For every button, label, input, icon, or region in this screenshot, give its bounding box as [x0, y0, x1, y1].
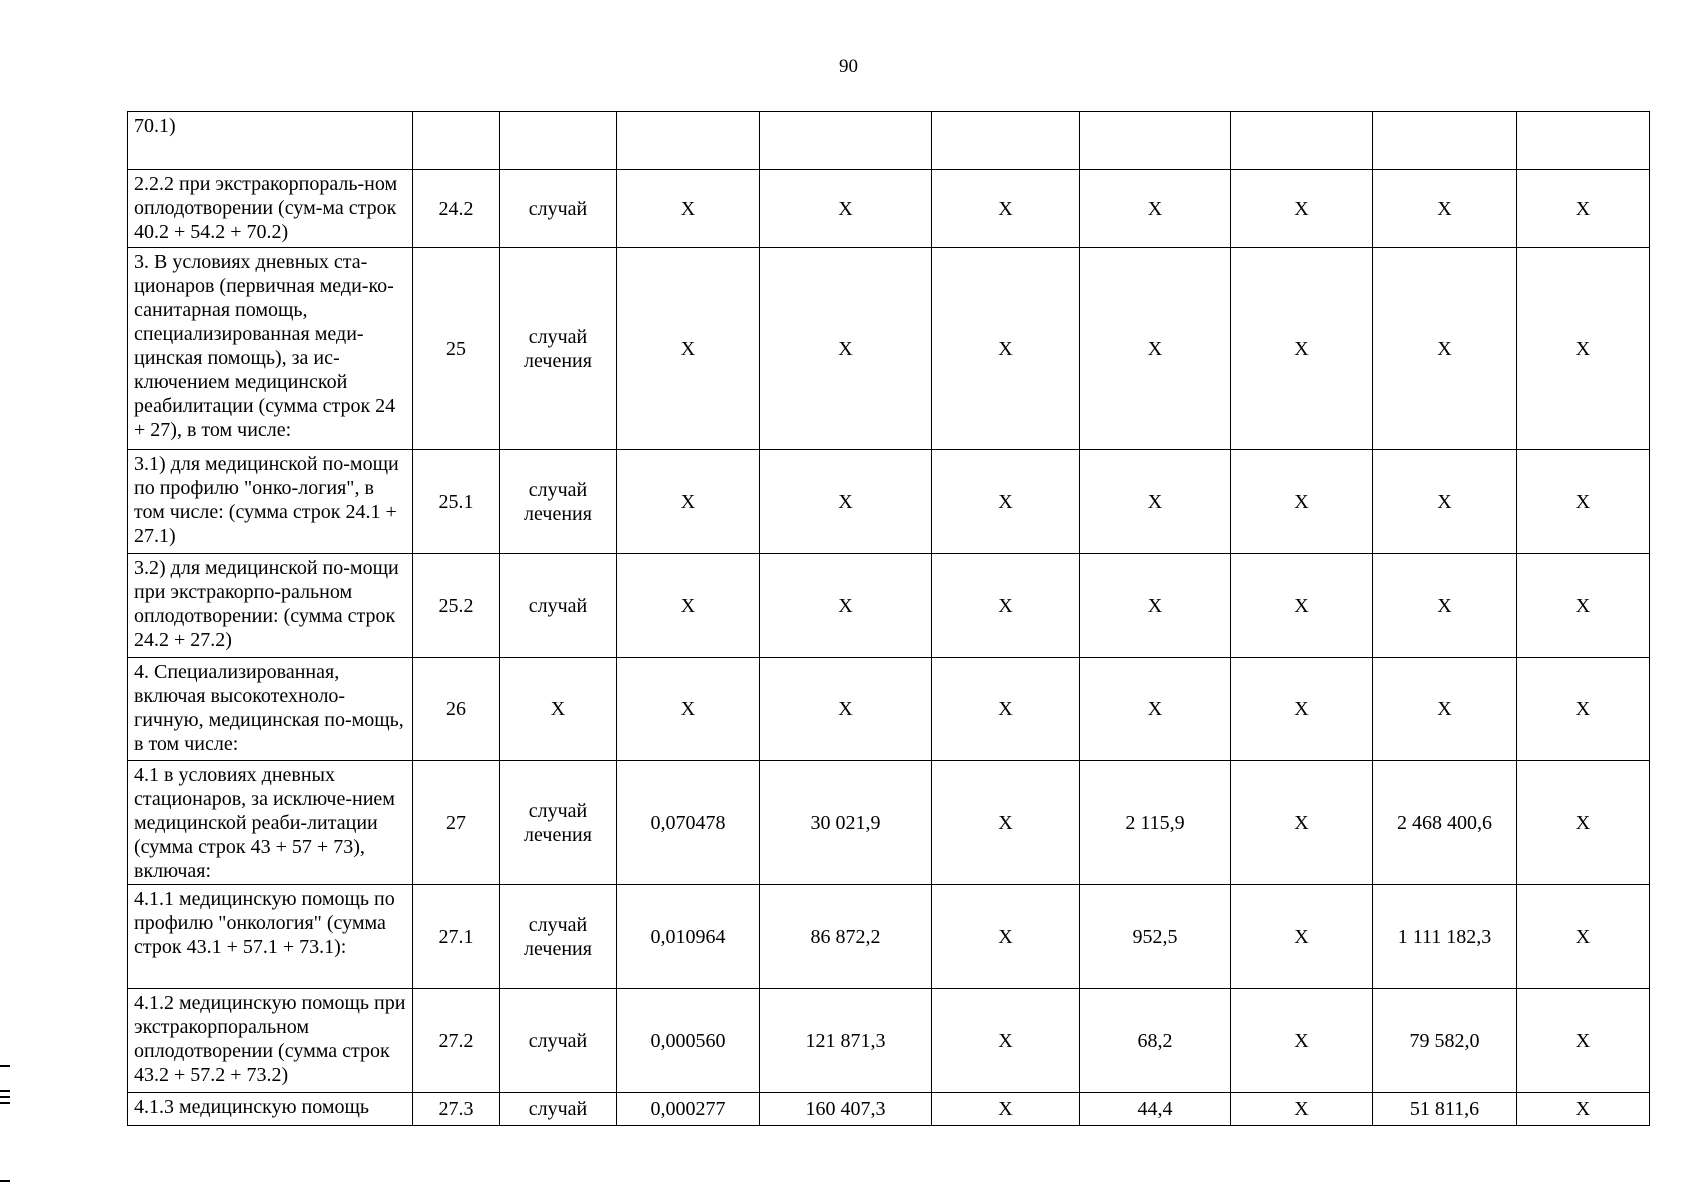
cell-name: 70.1): [128, 112, 413, 170]
cell-v3: [932, 112, 1080, 170]
cell-v3: X: [932, 450, 1080, 554]
cell-v6: 79 582,0: [1373, 989, 1517, 1093]
cell-v5: X: [1231, 1093, 1373, 1126]
cell-v7: X: [1517, 554, 1650, 658]
cell-v4: 952,5: [1080, 885, 1231, 989]
cell-v1: X: [617, 170, 760, 248]
cell-name: 3.1) для медицинской по-мощи по профилю "онко-логия", в том числе: (сумма строк 24.1 + 27.1): [128, 450, 413, 554]
cell-code: 27.1: [413, 885, 500, 989]
cell-v5: [1231, 112, 1373, 170]
cell-v1: 0,000277: [617, 1093, 760, 1126]
cell-code: 25: [413, 248, 500, 450]
cell-v7: X: [1517, 1093, 1650, 1126]
table-row: [128, 554, 1650, 658]
cell-v2: 30 021,9: [760, 761, 932, 885]
cell-v3: X: [932, 248, 1080, 450]
table-row: [128, 248, 1650, 450]
cell-v5: X: [1231, 248, 1373, 450]
cell-v4: 44,4: [1080, 1093, 1231, 1126]
cell-v5: X: [1231, 450, 1373, 554]
cell-v2: 121 871,3: [760, 989, 932, 1093]
cell-v1: X: [617, 248, 760, 450]
cell-code: 27.2: [413, 989, 500, 1093]
cell-v4: X: [1080, 248, 1231, 450]
cell-name: 4.1.2 медицинскую помощь при экстракорпоральном оплодотворении (сумма строк 43.2 + 57.2 + 73.2): [128, 989, 413, 1093]
cell-v3: X: [932, 170, 1080, 248]
cell-v4: 2 115,9: [1080, 761, 1231, 885]
cell-v6: X: [1373, 554, 1517, 658]
cell-v2: X: [760, 658, 932, 761]
cell-v7: X: [1517, 989, 1650, 1093]
cell-name: 4. Специализированная, включая высокотехноло-гичную, медицинская по-мощь, в том числе:: [128, 658, 413, 761]
cell-v4: [1080, 112, 1231, 170]
cell-v7: X: [1517, 885, 1650, 989]
cell-code: 25.2: [413, 554, 500, 658]
table-row: [128, 885, 1650, 989]
cell-v7: X: [1517, 248, 1650, 450]
cell-v2: [760, 112, 932, 170]
cell-v5: X: [1231, 761, 1373, 885]
cell-name: 3. В условиях дневных ста-ционаров (первичная меди-ко-санитарная помощь, специализированная меди-цинская помощь), за ис-ключением медицинской реабилитации (сумма строк 24 + 27), в том числе:: [128, 248, 413, 450]
table-row: [128, 1093, 1650, 1126]
cell-unit: случай лечения: [500, 248, 617, 450]
cell-unit: случай лечения: [500, 761, 617, 885]
cell-v1: X: [617, 554, 760, 658]
cell-v6: X: [1373, 450, 1517, 554]
cell-code: 27.3: [413, 1093, 500, 1126]
table-body: [128, 112, 1650, 1126]
cell-v5: X: [1231, 885, 1373, 989]
cell-code: 27: [413, 761, 500, 885]
cell-name: 4.1.3 медицинскую помощь: [128, 1093, 413, 1126]
table-row: [128, 170, 1650, 248]
cell-code: [413, 112, 500, 170]
cell-v2: 86 872,2: [760, 885, 932, 989]
cell-v6: [1373, 112, 1517, 170]
cell-v6: X: [1373, 248, 1517, 450]
cell-v5: X: [1231, 658, 1373, 761]
cell-unit: случай лечения: [500, 450, 617, 554]
table-row: [128, 450, 1650, 554]
cell-v1: 0,000560: [617, 989, 760, 1093]
cell-code: 25.1: [413, 450, 500, 554]
cell-v6: X: [1373, 658, 1517, 761]
cell-v2: X: [760, 554, 932, 658]
cell-unit: случай: [500, 170, 617, 248]
margin-mark: [0, 1102, 10, 1104]
table-row: [128, 112, 1650, 170]
cell-v6: 2 468 400,6: [1373, 761, 1517, 885]
cell-unit: [500, 112, 617, 170]
cell-v5: X: [1231, 989, 1373, 1093]
cell-code: 26: [413, 658, 500, 761]
cell-v1: X: [617, 658, 760, 761]
margin-mark: [0, 1090, 10, 1092]
cell-v7: [1517, 112, 1650, 170]
cell-v3: X: [932, 989, 1080, 1093]
margin-mark: [0, 1180, 10, 1182]
cell-v4: X: [1080, 658, 1231, 761]
cell-name: 3.2) для медицинской по-мощи при экстракорпо-ральном оплодотворении: (сумма строк 24.2 + 27.2): [128, 554, 413, 658]
cell-name: 2.2.2 при экстракорпораль-ном оплодотворении (сум-ма строк 40.2 + 54.2 + 70.2): [128, 170, 413, 248]
cell-v6: X: [1373, 170, 1517, 248]
cell-v2: X: [760, 248, 932, 450]
cell-unit: случай: [500, 554, 617, 658]
table-row: [128, 761, 1650, 885]
cell-v3: X: [932, 554, 1080, 658]
cell-v6: 1 111 182,3: [1373, 885, 1517, 989]
cell-v1: [617, 112, 760, 170]
margin-mark: [0, 1096, 10, 1098]
cell-v4: X: [1080, 170, 1231, 248]
table-row: [128, 658, 1650, 761]
cell-v6: 51 811,6: [1373, 1093, 1517, 1126]
cell-v4: X: [1080, 450, 1231, 554]
cell-v2: 160 407,3: [760, 1093, 932, 1126]
cell-v1: X: [617, 450, 760, 554]
cell-v4: 68,2: [1080, 989, 1231, 1093]
cell-v3: X: [932, 1093, 1080, 1126]
cell-v2: X: [760, 450, 932, 554]
table-row: [128, 989, 1650, 1093]
margin-mark: [0, 1065, 10, 1067]
cell-v3: X: [932, 885, 1080, 989]
cell-v3: X: [932, 761, 1080, 885]
page-number: 90: [839, 56, 858, 77]
cell-v7: X: [1517, 761, 1650, 885]
data-table: [127, 111, 1650, 1126]
cell-v3: X: [932, 658, 1080, 761]
cell-v7: X: [1517, 658, 1650, 761]
cell-v7: X: [1517, 170, 1650, 248]
cell-unit: случай лечения: [500, 885, 617, 989]
cell-unit: X: [500, 658, 617, 761]
cell-v7: X: [1517, 450, 1650, 554]
cell-v1: 0,070478: [617, 761, 760, 885]
cell-name: 4.1.1 медицинскую помощь по профилю "онкология" (сумма строк 43.1 + 57.1 + 73.1):: [128, 885, 413, 989]
cell-v5: X: [1231, 170, 1373, 248]
cell-name: 4.1 в условиях дневных стационаров, за исключе-нием медицинской реаби-литации (сумма строк 43 + 57 + 73), включая:: [128, 761, 413, 885]
cell-v4: X: [1080, 554, 1231, 658]
cell-v2: X: [760, 170, 932, 248]
cell-v5: X: [1231, 554, 1373, 658]
cell-unit: случай: [500, 989, 617, 1093]
cell-v1: 0,010964: [617, 885, 760, 989]
cell-unit: случай: [500, 1093, 617, 1126]
cell-code: 24.2: [413, 170, 500, 248]
